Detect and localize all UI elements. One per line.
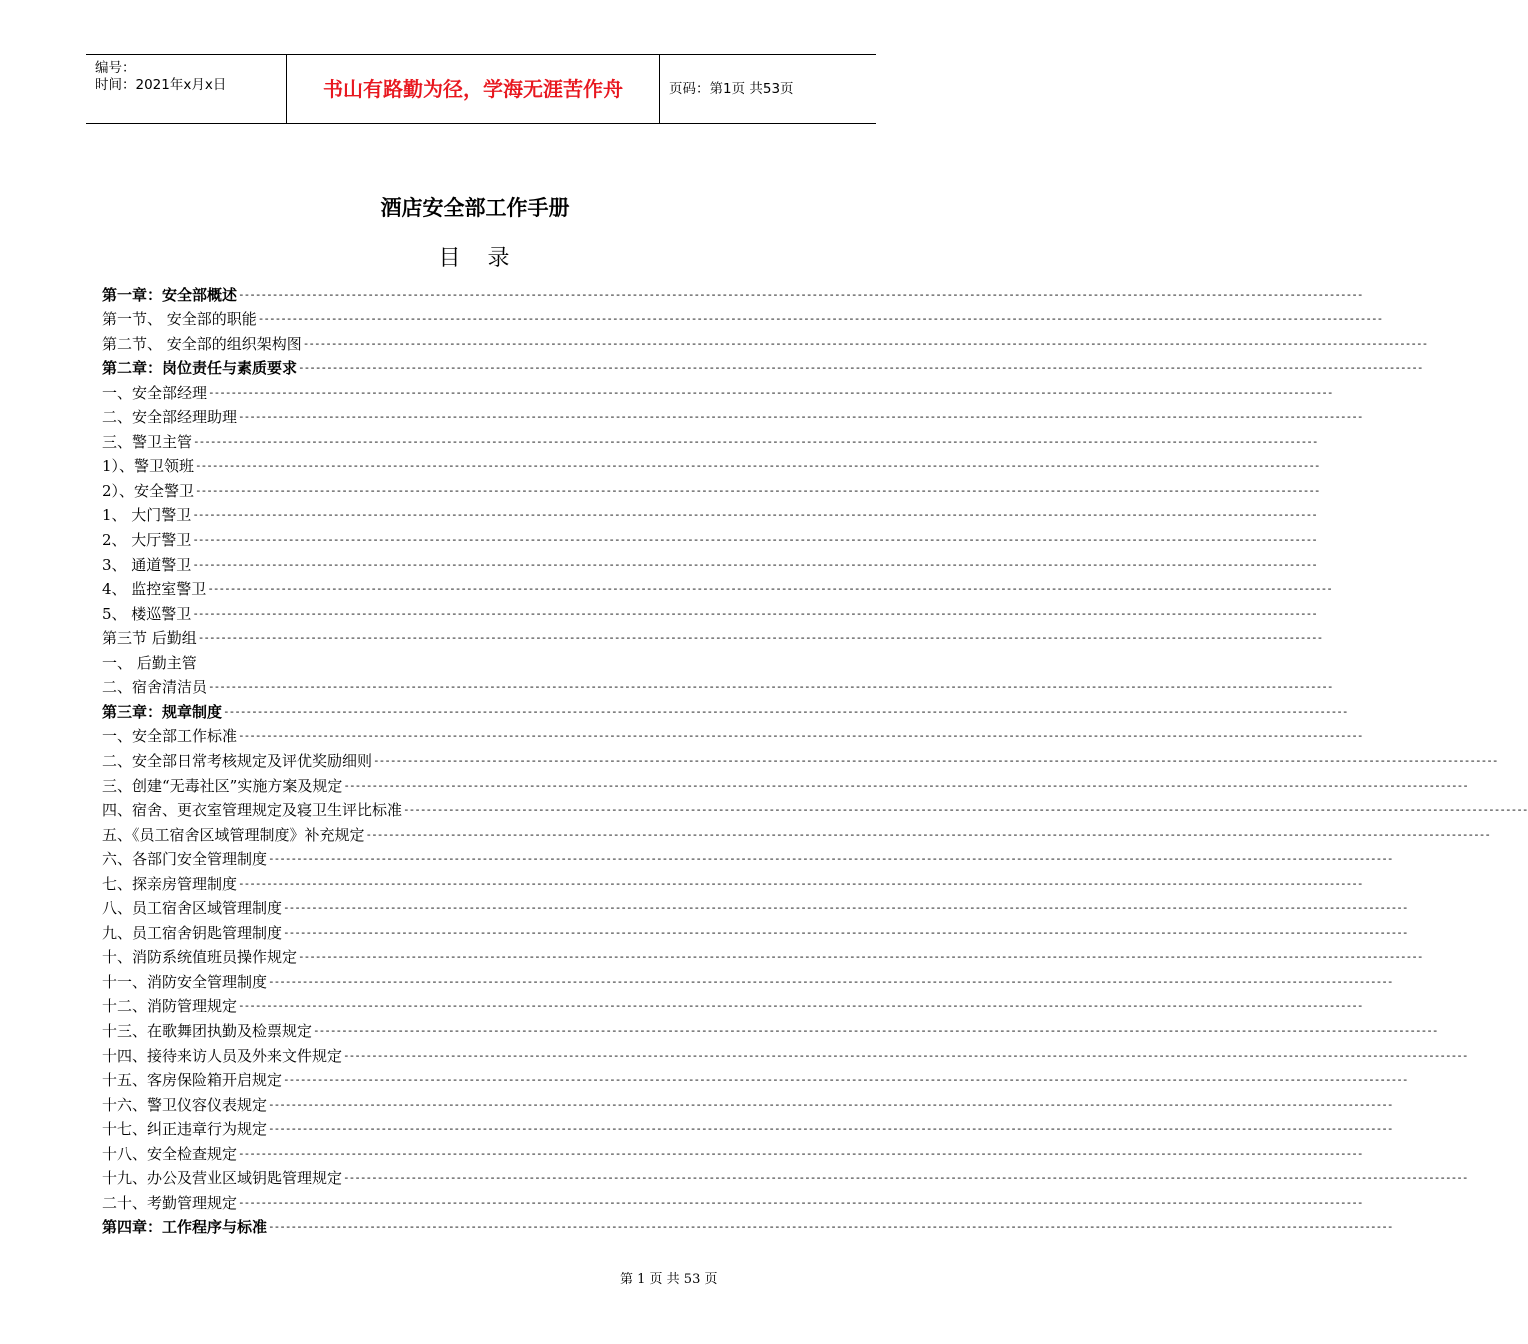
toc-entry [102, 577, 1332, 601]
toc-leader-dashes: -------------------------------------------------------------------------------------------------------------------------------------------------------------------------------------------------------- [298, 950, 1423, 964]
toc-entry [102, 503, 1317, 527]
toc-entry [102, 847, 1393, 871]
toc-entry-title: 第一章：安全部概述 [102, 285, 238, 304]
toc-entry [102, 969, 1393, 993]
toc-entry-title: 十七、纠正违章行为规定 [102, 1120, 268, 1139]
toc-leader-dashes: -------------------------------------------------------------------------------------------------------------------------------------------------------------------------------------------------------- [343, 778, 1468, 792]
toc-leader-dashes: -------------------------------------------------------------------------------------------------------------------------------------------------------------------------------------------------------- [192, 533, 1317, 546]
toc-entry-title: 十一、消防安全管理制度 [102, 972, 268, 991]
toc-leader-dashes: -------------------------------------------------------------------------------------------------------------------------------------------------------------------------------------------------------- [238, 999, 1363, 1013]
document-date: 时间：2021年x月x日 [95, 77, 227, 93]
toc-leader-dashes: -------------------------------------------------------------------------------------------------------------------------------------------------------------------------------------------------------- [283, 925, 1408, 939]
toc-leader-dashes: -------------------------------------------------------------------------------------------------------------------------------------------------------------------------------------------------------- [268, 852, 1393, 866]
toc-entry [102, 478, 1320, 502]
toc-leader-dashes: -------------------------------------------------------------------------------------------------------------------------------------------------------------------------------------------------------- [403, 803, 1528, 817]
toc-leader-dashes: -------------------------------------------------------------------------------------------------------------------------------------------------------------------------------------------------------- [283, 901, 1408, 915]
toc-entry-title: 三、警卫主管 [102, 432, 193, 451]
toc-leader-dashes: -------------------------------------------------------------------------------------------------------------------------------------------------------------------------------------------------------- [238, 1195, 1363, 1209]
toc-leader-dashes: -------------------------------------------------------------------------------------------------------------------------------------------------------------------------------------------------------- [238, 729, 1363, 743]
toc-leader-dashes: -------------------------------------------------------------------------------------------------------------------------------------------------------------------------------------------------------- [208, 385, 1333, 399]
toc-entry [102, 773, 1468, 797]
toc-entry [102, 650, 828, 674]
toc-entry [102, 724, 1363, 748]
toc-entry [102, 380, 1333, 404]
toc-entry-title: 2、 大厅警卫 [102, 531, 192, 549]
toc-leader-dashes: -------------------------------------------------------------------------------------------------------------------------------------------------------------------------------------------------------- [268, 974, 1393, 988]
toc-leader-dashes: -------------------------------------------------------------------------------------------------------------------------------------------------------------------------------------------------------- [268, 1122, 1393, 1136]
toc-entry [102, 626, 1323, 650]
toc-leader-dashes: -------------------------------------------------------------------------------------------------------------------------------------------------------------------------------------------------------- [192, 606, 1317, 620]
toc-entry-title: 二、安全部日常考核规定及评优奖励细则 [102, 751, 373, 770]
toc-leader-dashes: -------------------------------------------------------------------------------------------------------------------------------------------------------------------------------------------------------- [268, 1220, 1393, 1234]
toc-entry [102, 1068, 1408, 1092]
toc-entry [102, 356, 1423, 380]
toc-entry-title: 十八、安全检查规定 [102, 1144, 238, 1163]
toc-entry-title: 二十、考勤管理规定 [102, 1193, 238, 1212]
toc-entry-title: 第二章：岗位责任与素质要求 [102, 359, 298, 378]
toc-entry [102, 454, 1320, 478]
toc-entry-title: 十六、警卫仪容仪表规定 [102, 1095, 268, 1114]
toc-entry-title: 1）、警卫领班 [102, 457, 195, 476]
toc-entry [102, 429, 1318, 453]
toc-leader-dashes: -------------------------------------------------------------------------------------------------------------------------------------------------------------------------------------------------------- [298, 361, 1423, 375]
toc-entry-title: 十四、接待来访人员及外来文件规定 [102, 1046, 343, 1065]
toc-entry-title: 十二、消防管理规定 [102, 997, 238, 1016]
toc-entry [102, 748, 1498, 772]
toc-leader-dashes: -------------------------------------------------------------------------------------------------------------------------------------------------------------------------------------------------------- [343, 1048, 1468, 1062]
toc-entry [102, 822, 1491, 846]
toc-entry-title: 七、探亲房管理制度 [102, 874, 238, 893]
toc-leader-dashes: -------------------------------------------------------------------------------------------------------------------------------------------------------------------------------------------------------- [197, 631, 1323, 645]
toc-entry-title: 3、 通道警卫 [102, 555, 192, 574]
toc-entry-title: 二、宿舍清洁员 [102, 678, 208, 697]
toc-leader-dashes: -------------------------------------------------------------------------------------------------------------------------------------------------------------------------------------------------------- [223, 704, 1348, 718]
toc-entry-title: 四、宿舍、更衣室管理规定及寝卫生评比标准 [102, 801, 403, 820]
toc-entry-title: 三、创建“无毒社区”实施方案及规定 [102, 776, 343, 795]
toc-entry [102, 1190, 1363, 1214]
header-motto: 书山有路勤为径，学海无涯苦作舟 [286, 55, 660, 123]
toc-entry-title: 第四章：工作程序与标准 [102, 1218, 268, 1237]
toc-leader-dashes: -------------------------------------------------------------------------------------------------------------------------------------------------------------------------------------------------------- [192, 557, 1317, 571]
toc-leader-dashes: -------------------------------------------------------------------------------------------------------------------------------------------------------------------------------------------------------- [238, 410, 1363, 424]
toc-leader-dashes: -------------------------------------------------------------------------------------------------------------------------------------------------------------------------------------------------------- [238, 876, 1363, 890]
toc-entry-title: 九、员工宿舍钥匙管理制度 [102, 923, 283, 942]
document-title: 酒店安全部工作手册 [380, 195, 570, 220]
toc-entry-title: 2）、安全警卫 [102, 481, 195, 500]
page-header [86, 54, 876, 124]
toc-entry [102, 331, 1428, 355]
toc-entry [102, 798, 1528, 822]
toc-entry-title: 一、 后勤主管 [102, 653, 197, 672]
toc-entry-title: 六、各部门安全管理制度 [102, 850, 268, 869]
toc-entry-title: 第一节、 安全部的职能 [102, 310, 257, 329]
toc-entry-title: 第三节 后勤组 [102, 629, 197, 648]
toc-entry-title: 五、《员工宿舍区域管理制度》补充规定 [102, 825, 365, 844]
toc-entry [102, 871, 1363, 895]
toc-leader-dashes: -------------------------------------------------------------------------------------------------------------------------------------------------------------------------------------------------------- [365, 827, 1491, 841]
toc-entry [102, 945, 1423, 969]
toc-leader-dashes: -------------------------------------------------------------------------------------------------------------------------------------------------------------------------------------------------------- [195, 483, 1320, 497]
header-page-info: 页码：第1页 共53页 [669, 81, 794, 97]
toc-entry-title: 第二节、 安全部的组织架构图 [102, 334, 302, 353]
toc-entry [102, 896, 1408, 920]
toc-leader-dashes: -------------------------------------------------------------------------------------------------------------------------------------------------------------------------------------------------------- [192, 508, 1317, 522]
header-meta [86, 55, 286, 123]
toc-leader-dashes: -------------------------------------------------------------------------------------------------------------------------------------------------------------------------------------------------------- [207, 582, 1332, 596]
toc-entry [102, 601, 1317, 625]
toc-leader-dashes: -------------------------------------------------------------------------------------------------------------------------------------------------------------------------------------------------------- [238, 1146, 1363, 1160]
toc-entry [102, 920, 1408, 944]
toc-entry [102, 307, 1383, 331]
toc-entry-title: 十、消防系统值班员操作规定 [102, 948, 298, 967]
toc-entry [102, 405, 1363, 429]
toc-leader-dashes: -------------------------------------------------------------------------------------------------------------------------------------------------------------------------------------------------------- [343, 1171, 1468, 1185]
toc-leader-dashes: -------------------------------------------------------------------------------------------------------------------------------------------------------------------------------------------------------- [238, 287, 1363, 301]
document-number-label: 编号： [95, 60, 136, 76]
toc-entry [102, 1019, 1438, 1043]
toc-leader-dashes: -------------------------------------------------------------------------------------------------------------------------------------------------------------------------------------------------------- [268, 1097, 1393, 1111]
toc-entry [102, 282, 1363, 306]
toc-entry [102, 675, 1333, 699]
toc-entry [102, 1043, 1468, 1067]
toc-entry [102, 1092, 1393, 1116]
toc-entry-title: 5、 楼巡警卫 [102, 604, 192, 623]
toc-entry [102, 552, 1317, 576]
toc-entry [102, 699, 1348, 723]
toc-entry-title: 4、 监控室警卫 [102, 580, 207, 599]
toc-leader-dashes: -------------------------------------------------------------------------------------------------------------------------------------------------------------------------------------------------------- [208, 680, 1333, 694]
page-footer: 第 1 页 共 53 页 [620, 1272, 718, 1287]
toc-entry [102, 1141, 1363, 1165]
toc-entry-title: 第三章：规章制度 [102, 702, 223, 721]
toc-entry [102, 1166, 1468, 1190]
toc-entry-title: 一、安全部经理 [102, 383, 208, 402]
toc-entry [102, 994, 1363, 1018]
toc-leader-dashes: -------------------------------------------------------------------------------------------------------------------------------------------------------------------------------------------------------- [283, 1073, 1408, 1087]
toc-entry [102, 1117, 1393, 1141]
toc-entry-title: 八、员工宿舍区域管理制度 [102, 899, 283, 918]
toc-entry-title: 一、安全部工作标准 [102, 727, 238, 746]
toc-leader-dashes: -------------------------------------------------------------------------------------------------------------------------------------------------------------------------------------------------------- [257, 312, 1383, 326]
toc-heading: 目 录 [438, 246, 520, 271]
toc-entry-title: 十五、客房保险箱开启规定 [102, 1071, 283, 1090]
toc-leader-dashes: -------------------------------------------------------------------------------------------------------------------------------------------------------------------------------------------------------- [302, 336, 1428, 350]
toc-leader-dashes: -------------------------------------------------------------------------------------------------------------------------------------------------------------------------------------------------------- [373, 753, 1498, 767]
toc-entry-title: 十三、在歌舞团执勤及检票规定 [102, 1022, 313, 1040]
toc-leader-dashes: -------------------------------------------------------------------------------------------------------------------------------------------------------------------------------------------------------- [195, 459, 1320, 473]
toc-entry-title: 二、安全部经理助理 [102, 408, 238, 427]
toc-entry [102, 1215, 1393, 1239]
toc-leader-dashes: -------------------------------------------------------------------------------------------------------------------------------------------------------------------------------------------------------- [193, 434, 1318, 448]
toc-entry-title: 十九、办公及营业区域钥匙管理规定 [102, 1169, 343, 1188]
toc-entry [102, 528, 1317, 552]
toc-leader-dashes: -------------------------------------------------------------------------------------------------------------------------------------------------------------------------------------------------------- [313, 1024, 1438, 1037]
toc-entry-title: 1、 大门警卫 [102, 506, 192, 525]
